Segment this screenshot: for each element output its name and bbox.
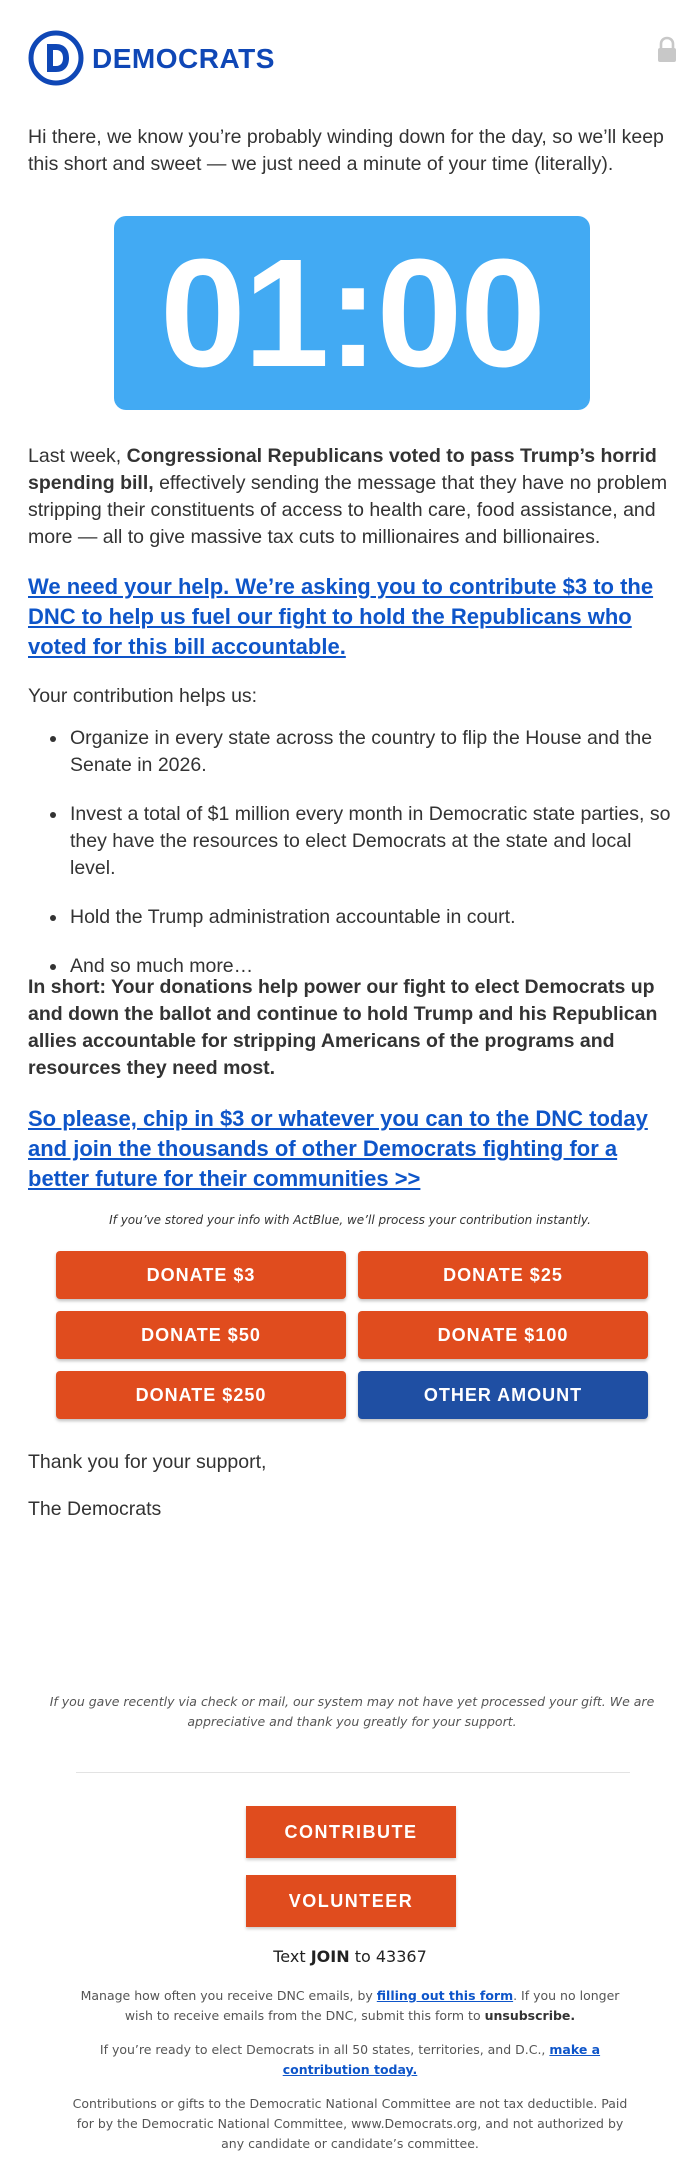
- ready-pre: If you’re ready to elect Democrats in all 50 states, territories, and D.C.,: [99, 2042, 550, 2057]
- contribute-button[interactable]: CONTRIBUTE: [246, 1806, 456, 1858]
- donate-50-button[interactable]: DONATE $50: [56, 1311, 346, 1359]
- text-join-keyword: JOIN: [310, 1947, 350, 1966]
- disclaimer: Contributions or gifts to the Democratic National Committee are not tax deductible. Paid for by the Democratic National Committee, www.Democrats.org, and not authorized by any candidate or candidate’s committee.: [72, 2096, 628, 2151]
- donate-250-button[interactable]: DONATE $250: [56, 1371, 346, 1419]
- signoff-text: The Democrats: [28, 1498, 162, 1520]
- lock-icon: [656, 36, 678, 64]
- manage-pre: Manage how often you receive DNC emails, by: [80, 1988, 377, 2003]
- chip-in-link[interactable]: So please, chip in $3 or whatever you can to the DNC today and join the thousands of other Democrats fighting for a better future for their communities >>: [28, 1106, 648, 1191]
- last-week-bold: Congressional Republicans voted to pass Trump’s horrid spending bill,: [28, 445, 657, 494]
- contribute-3-link[interactable]: We need your help. We’re asking you to contribute $3 to the DNC to help us fuel our fight to hold the Republicans who voted for this bill accountable.: [28, 574, 654, 659]
- email-header: [28, 30, 678, 90]
- donate-25-button[interactable]: DONATE $25: [358, 1251, 648, 1299]
- manage-form-link[interactable]: filling out this form: [376, 1988, 514, 2003]
- thanks-text: Thank you for your support,: [28, 1451, 267, 1473]
- list-item: • Hold the Trump administration accountable in court.: [68, 904, 678, 931]
- last-week-rest: effectively sending the message that they have no problem stripping their constituents of access to health care, food assistance, and more — all to give massive tax cuts to millionaires and billionaires.: [28, 472, 668, 548]
- ready-note: [70, 2040, 630, 2080]
- contribution-benefits-list: [28, 725, 678, 1002]
- helps-heading: Your contribution helps us:: [28, 685, 258, 707]
- last-week-paragraph: [28, 443, 678, 551]
- unsubscribe-link[interactable]: unsubscribe.: [484, 2008, 576, 2023]
- intro-paragraph: Hi there, we know you’re probably winding down for the day, so we’ll keep this short and sweet — we just need a minute of your time (literally).: [28, 126, 664, 175]
- manage-mid: . If you no longer wish to receive emails from the DNC, submit this form to: [124, 1988, 620, 2023]
- brand-name[interactable]: DEMOCRATS: [92, 43, 275, 74]
- volunteer-button[interactable]: VOLUNTEER: [246, 1875, 456, 1927]
- footer-divider: [76, 1772, 630, 1773]
- make-contribution-link[interactable]: make a contribution today.: [282, 2042, 601, 2077]
- countdown-timer: 01:00: [114, 216, 590, 410]
- text-join-post: to 43367: [349, 1947, 427, 1966]
- in-short-paragraph: In short: Your donations help power our fight to elect Democrats up and down the ballot and continue to hold Trump and his Republican allies accountable for stripping Americans of the programs and resources they need most.: [28, 976, 658, 1079]
- other-amount-button[interactable]: OTHER AMOUNT: [358, 1371, 648, 1419]
- manage-emails-note: [70, 1986, 630, 2026]
- gift-note: If you gave recently via check or mail, our system may not have yet processed your gift. We are appreciative and thank you greatly for your support.: [49, 1694, 655, 1729]
- list-item: • Organize in every state across the country to flip the House and the Senate in 2026.: [68, 725, 678, 779]
- text-join-line: [0, 1947, 700, 1966]
- list-item: • And so much more…: [68, 953, 678, 980]
- donate-3-button[interactable]: DONATE $3: [56, 1251, 346, 1299]
- actblue-note: If you’ve stored your info with ActBlue, we’ll process your contribution instantly.: [109, 1213, 591, 1227]
- last-week-lead: Last week,: [28, 445, 127, 467]
- democrats-logo-icon[interactable]: [28, 30, 84, 86]
- text-join-pre: Text: [273, 1947, 311, 1966]
- donate-100-button[interactable]: DONATE $100: [358, 1311, 648, 1359]
- list-item: • Invest a total of $1 million every month in Democratic state parties, so they have the resources to elect Democrats at the state and local level.: [68, 801, 678, 882]
